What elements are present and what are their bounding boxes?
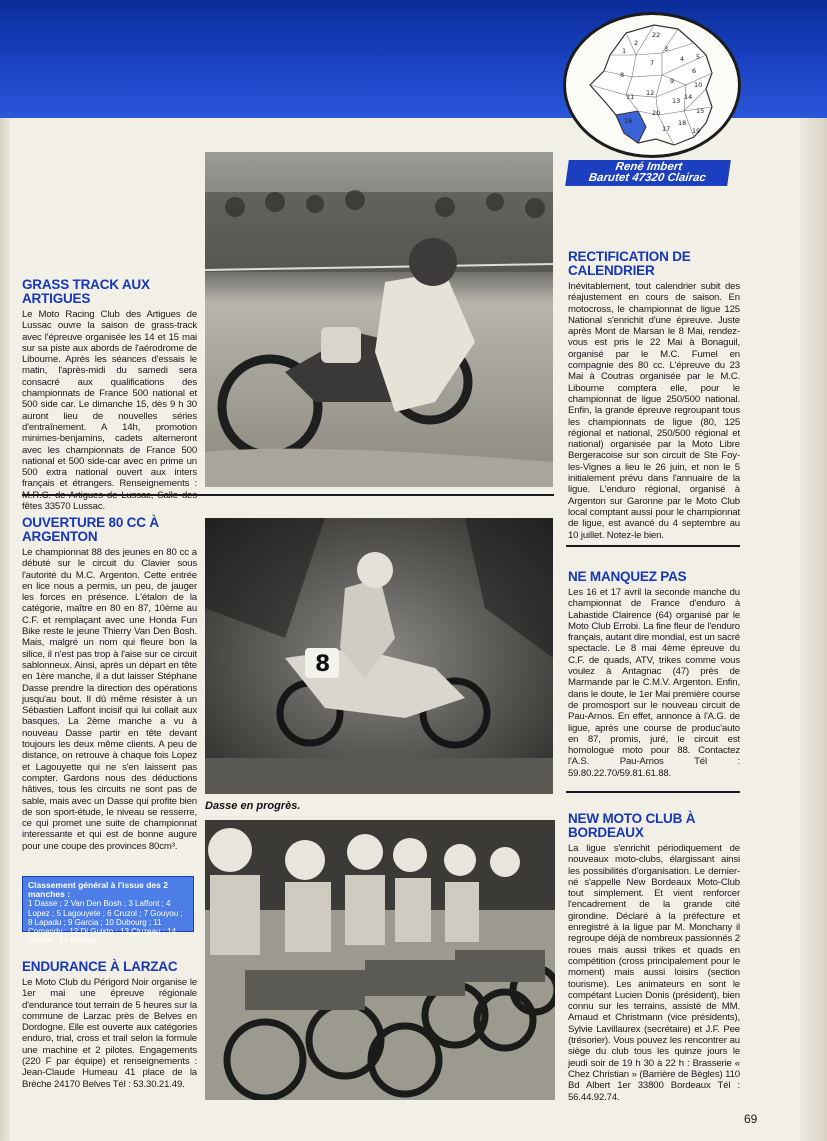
region-number: 18: [678, 119, 687, 127]
region-number: 12: [646, 89, 655, 97]
article-title: NEW MOTO CLUB À BORDEAUX: [568, 811, 696, 840]
photo-caption: Dasse en progrès.: [205, 800, 301, 812]
region-number: 7: [650, 59, 655, 67]
region-number: 1: [622, 47, 627, 55]
divider-rule: [566, 545, 740, 547]
region-number: 4: [680, 55, 685, 63]
classement-box: [22, 876, 194, 946]
svg-text:8: 8: [315, 652, 331, 677]
region-number: 19: [692, 127, 701, 135]
article-body: Inévitablement, tout calendrier subit des réajustement en cours de saison. En motocross, le championnat de ligue 125 National s'enrichit d'une épreuve. Juste après Mont de Marsan le 8 Mai, rendez-vous est pris le 22 Mai à Bonaguil, organisé par le M.C. Fumel en compagnie des 80 cc. L'épreuve du 23 Mai à Coutras organisée par le M.C. Libourne comptera elle, pour le championnat de ligue 250/500 national. Enfin, la grande épreuve regroupant tous les championnats de ligue (80, 125 régional et national, 250/500 régional et national) organisée par la Moto Libre Bergeracoise sur son circuit de Ste Foy-les-Vignes a lieu le 26 juin, et non le 5 initialement prévu dans l'annuaire de la ligue. L'enduro régional, organisé à Argenton sur Garonne par le Moto Club local comptant aussi pour le championnat de ligue, est avancé du 4 septembre au 10 juillet. Notez-le bien.: [568, 281, 740, 541]
region-number: 20: [652, 109, 661, 117]
photo-dasse-jump: [205, 518, 553, 794]
article-body: Le championnat 88 des jeunes en 80 cc a débuté sur le circuit du Clavier sous l'autorité du M.C. Argenton. Cette entrée en lice nous a permis, un peu, de jauger les forces en présence. L'étalon de la catégorie, maître en 80 en 87, 10ème au C.F. et remplaçant avec une Honda Fun Bike reste le jeune Thierry Van Den Bosh. Mais, malgré un nom qui fleure bon la silice, il n'est pas trop à l'aise sur ce circuit sablonneux. Ainsi, après un départ en tête en 1ère manche, il a dut laisser Stéphane Dasse prendre la direction des opérations jusqu'au bout. Il dû même résister à un Sébastien Laffont incisif qui lui collait aux basques. La 2ème manche a vu à nouveau Dasse partir en tête devant toujours les deux même clients. A peu de distance, on retrouve à chaque fois Lopez et Lagouyette qui ne s'en laissent pas compter. Gardons nous des déductions hâtives, tous les circuits ne sont pas de sable, mais avec un Dasse qui profite bien de son sport-étude, le niveau se resserre, ce qui promet une suite de championnat interessante et qui est de bonne augure pour une coupe des provinces 80cm³.: [22, 547, 197, 852]
region-number: 5: [696, 53, 701, 61]
region-number: 2: [634, 39, 639, 47]
photo-80cc-start: [205, 820, 555, 1100]
article-title: NE MANQUEZ PAS: [568, 569, 687, 584]
author-address: Barutet 47320 Clairac: [587, 172, 707, 184]
france-region-map: [563, 12, 741, 158]
region-number: 11: [626, 93, 635, 101]
divider-rule: [566, 791, 740, 793]
article-endurance: [22, 960, 197, 1090]
article-title: RECTIFICATION DE CALENDRIER: [568, 249, 691, 278]
article-body: Le Moto Racing Club des Artigues de Lussac ouvre la saison de grass-track avec l'épreuve organisée les 14 et 15 mai sur sa piste aux abords de l'aérodrome de Libourne. Après les séances d'essais le matin, l'après-midi du samedi sera consacré aux qualifications des championnats de France 500 national et 500 side car. Le dimanche 15, dès 9 h 30 auront lieu de nouvelles séries d'entraînement. A 14h, promotion minimes-benjamins, cadets alterneront avec les championnats de France 500 national et 500 side-car avec en prime un 500 extra national ouvert aux inters français et étrangers. Renseignements : M.R.C. de Artigues de Lussac, Salle des fêtes 33570 Lussac.: [22, 309, 197, 513]
region-number: 8: [620, 71, 625, 79]
article-title: OUVERTURE 80 CC À ARGENTON: [22, 515, 159, 544]
article-body: La ligue s'enrichit périodiquement de nouveaux moto-clubs, élargissant ainsi les possibilités d'organisation. Le dernier-né s'appelle New Bordeaux Moto-Club tout simplement. Et vient renforcer l'encadrement de la grande cité girondine. Déclaré à la préfecture et enregistré à la ligue par M. Monchany il regroupe déjà de nombreux passionnés 2 roues mais aussi trikes et quads en compétition (cross principalement pour le moment) mais aussi loisirs (section tourisme). Les animateurs en sont le compétant Lucien Donis (président), bien connu sur les terrains, assisté de MM. Arnaud et Christmann (vice présidents), Sylvie Lavillaurex (secrétaire) et J.F. Pee (trésorier). Vous pouvez les rencontrer au siège du club tous les quinze jours le jeudi soir de 19 h 30 à 22 h : Brasserie « Chez Christian » (Barrière de Bègles) 110 Bd Albert 1er 33800 Bordeaux Tél : 56.44.92.74.: [568, 843, 740, 1103]
author-tag: [565, 160, 731, 186]
article-title: GRASS TRACK AUX ARTIGUES: [22, 277, 150, 306]
region-number: 17: [662, 125, 671, 133]
article-rectification: [568, 250, 740, 541]
page-edge: [800, 118, 827, 1141]
region-number: 10: [694, 81, 703, 89]
article-newmoto: [568, 812, 740, 1103]
region-number: 22: [652, 31, 661, 39]
map-graphic: [566, 15, 738, 155]
region-number: 9: [670, 77, 675, 85]
author-name: René Imbert: [614, 161, 683, 173]
region-number: 16: [624, 117, 633, 125]
article-body: Le Moto Club du Périgord Noir organise le 1er mai une épreuve régionale d'endurance tout terrain de 5 heures sur la commune de Larzac près de Belves en Dordogne. Elle est ouverte aux catégories enduro, trial, cross et trail selon la formule une machine et 2 pilotes. Engagements (220 F par équipe) et renseignements : Jean-Claude Humeau 41 place de la Brèche 24170 Belves Tél : 53.30.21.49.: [22, 977, 197, 1090]
article-body: Les 16 et 17 avril la seconde manche du championnat de France d'enduro à Labastide Clairence (64) organisé par le Moto Club Errobi. La fine fleur de l'enduro français, autant dire mondial, est un sacré spectacle. Le 8 mai 4ème épreuve du C.F. de quads, ATV, trikes comme vous voulez à Antagnac (47) près de Marmande par le C.M.V. Argenton. Enfin, dans le doute, le 1er Mai première course de promosport sur le nouveau circuit de Pau-Arnos. En effet, annonce à l'A.G. de ligue, après une course de produc'auto en 87, promis, juré, le circuit est homologué moto pour 88. Contactez l'A.S. Pau-Arnos Tél : 59.80.22.70/59.81.61.88.: [568, 587, 740, 779]
classement-title: Classement général à l'issue des 2 manches :: [28, 880, 168, 900]
region-number: 15: [696, 107, 705, 115]
region-number: 6: [692, 67, 697, 75]
classement-results: 1 Dasse ; 2 Van Den Bosh ; 3 Laffont ; 4 Lopez ; 5 Lagouyete ; 6 Cruzol ; 7 Gouyou ; 8 Lapadu ; 9 Garcia ; 10 Dubourg ; 11 Comandu ; 12 Di Guisto ; 13 Cluzeau ; 14 Pichon ; 15 Martine.: [28, 899, 183, 946]
region-number: 14: [684, 93, 693, 101]
photo-grasstrack-rider: [205, 152, 553, 487]
region-number: 3: [664, 45, 669, 53]
page-number: 69: [744, 1112, 758, 1126]
page-gutter: [0, 118, 10, 1141]
article-nemanquez: [568, 570, 740, 779]
article-grasstrack: [22, 278, 197, 512]
region-number: 13: [672, 97, 681, 105]
region-number: 21: [716, 139, 725, 147]
article-ouverture: [22, 516, 197, 852]
article-title: ENDURANCE À LARZAC: [22, 959, 178, 974]
